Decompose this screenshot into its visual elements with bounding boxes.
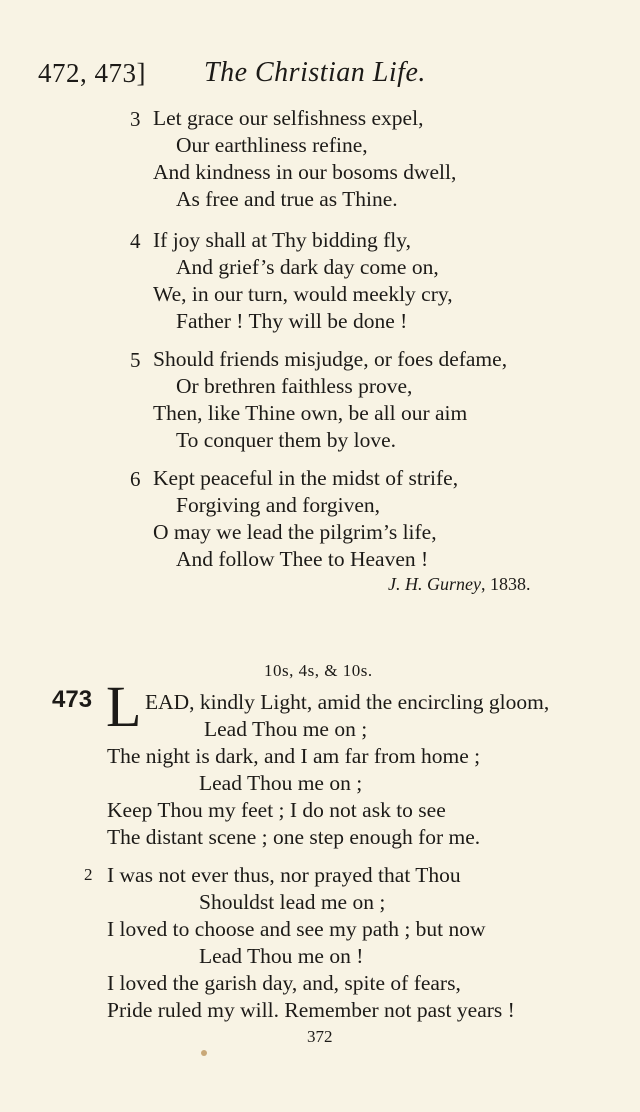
verse-line: Lead Thou me on ; [199, 771, 363, 795]
verse-number: 6 [130, 467, 141, 491]
verse-line: As free and true as Thine. [176, 187, 398, 211]
verse-line: And follow Thee to Heaven ! [176, 547, 429, 571]
verse-line: Lead Thou me on ; [204, 717, 368, 741]
verse-line: I loved to choose and see my path ; but now [107, 917, 486, 941]
verse-line: I loved the garish day, and, spite of fears, [107, 971, 461, 995]
verse-line: And grief’s dark day come on, [176, 255, 439, 279]
verse-line: We, in our turn, would meekly cry, [153, 282, 453, 306]
verse-line: And kindness in our bosoms dwell, [153, 160, 457, 184]
verse-line: Our earthliness refine, [176, 133, 368, 157]
verse-number: 5 [130, 348, 141, 372]
meter-label: 10s, 4s, & 10s. [264, 661, 373, 680]
verse-line: Keep Thou my feet ; I do not ask to see [107, 798, 446, 822]
verse-number: 3 [130, 107, 141, 131]
verse-line: O may we lead the pilgrim’s life, [153, 520, 437, 544]
verse-line: Forgiving and forgiven, [176, 493, 381, 517]
drop-cap: L [106, 674, 142, 739]
verse-line: I was not ever thus, nor prayed that Thou [107, 863, 461, 887]
page-number: 372 [307, 1027, 333, 1046]
verse-number: 2 [84, 865, 93, 884]
verse-line: Father ! Thy will be done ! [176, 309, 408, 333]
header-section-title: The Christian Life. [204, 57, 426, 88]
attribution [388, 574, 530, 595]
attribution-author: J. H. Gurney [388, 574, 481, 594]
header-hymn-numbers: 472, 473] [38, 58, 146, 88]
verse-line: The distant scene ; one step enough for me. [107, 825, 481, 849]
verse-line: The night is dark, and I am far from home ; [107, 744, 481, 768]
verse-line: Shouldst lead me on ; [199, 890, 386, 914]
hymn-number: 473 [52, 686, 93, 713]
attribution-year: , 1838. [480, 574, 531, 594]
verse-line: Or brethren faithless prove, [176, 374, 413, 398]
verse-line: EAD, kindly Light, amid the encircling gloom, [145, 690, 550, 714]
verse-line: Then, like Thine own, be all our aim [153, 401, 468, 425]
verse-line: Let grace our selfishness expel, [153, 106, 424, 130]
verse-line: If joy shall at Thy bidding fly, [153, 228, 411, 252]
verse-number: 4 [130, 229, 141, 253]
verse-line: Pride ruled my will. Remember not past years ! [107, 998, 515, 1022]
verse-line: Kept peaceful in the midst of strife, [153, 466, 459, 490]
paper-speck [201, 1050, 207, 1056]
verse-line: To conquer them by love. [176, 428, 397, 452]
verse-line: Lead Thou me on ! [199, 944, 364, 968]
verse-line: Should friends misjudge, or foes defame, [153, 347, 508, 371]
